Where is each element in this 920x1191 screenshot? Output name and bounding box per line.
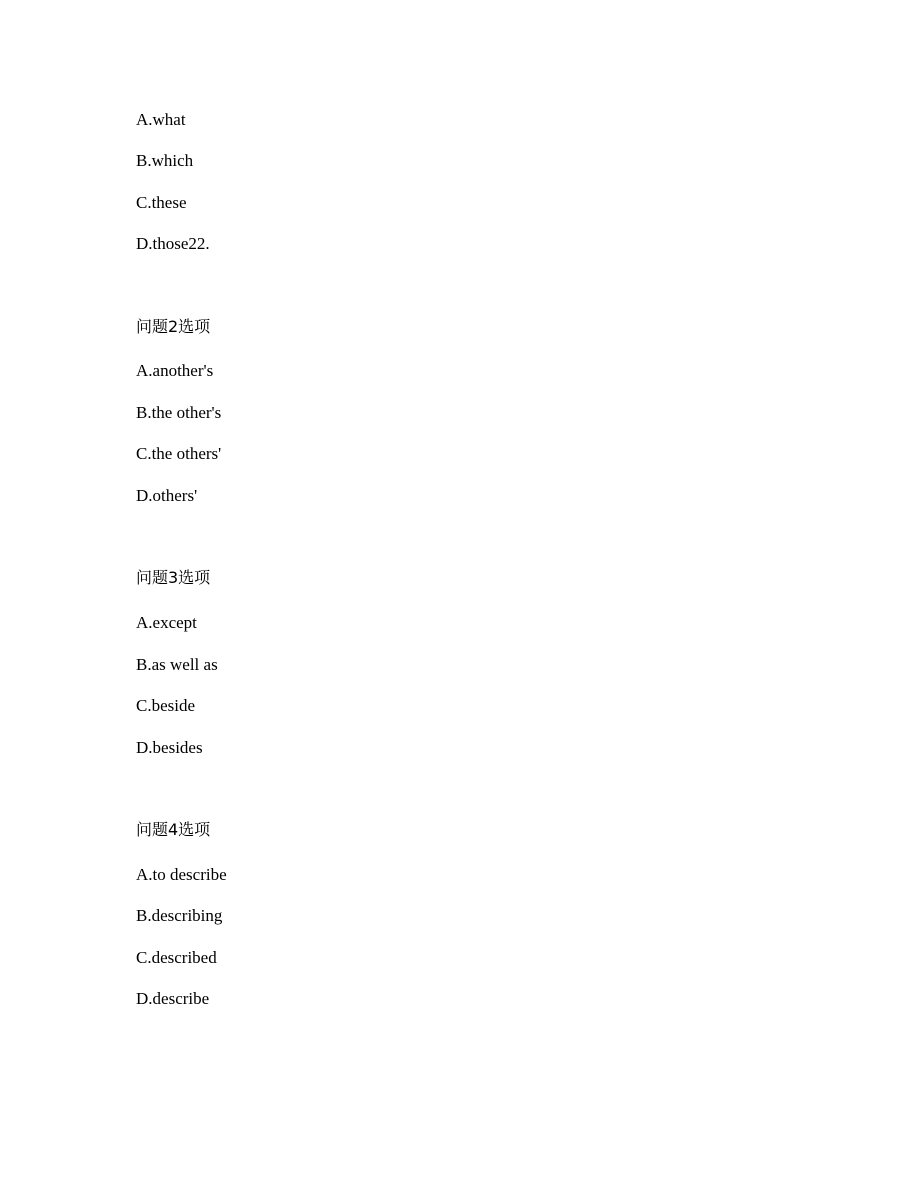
option-d: D.describe: [136, 989, 210, 1008]
option-d: D.those22.: [136, 234, 210, 253]
option-a: A.another's: [136, 361, 214, 380]
question-2-heading: 问题2选项: [136, 317, 211, 336]
option-d: D.besides: [136, 738, 203, 757]
question-3-heading: 问题3选项: [136, 568, 211, 587]
option-b: B.the other's: [136, 403, 222, 422]
option-c: C.the others': [136, 444, 222, 463]
option-b: B.as well as: [136, 655, 218, 674]
option-a: A.except: [136, 613, 197, 632]
question-4-heading: 问题4选项: [136, 820, 211, 839]
option-b: B.describing: [136, 906, 223, 925]
option-b: B.which: [136, 151, 194, 170]
option-a: A.what: [136, 110, 186, 129]
option-a: A.to describe: [136, 865, 227, 884]
option-c: C.these: [136, 193, 187, 212]
option-c: C.beside: [136, 696, 196, 715]
option-c: C.described: [136, 948, 217, 967]
option-d: D.others': [136, 486, 198, 505]
